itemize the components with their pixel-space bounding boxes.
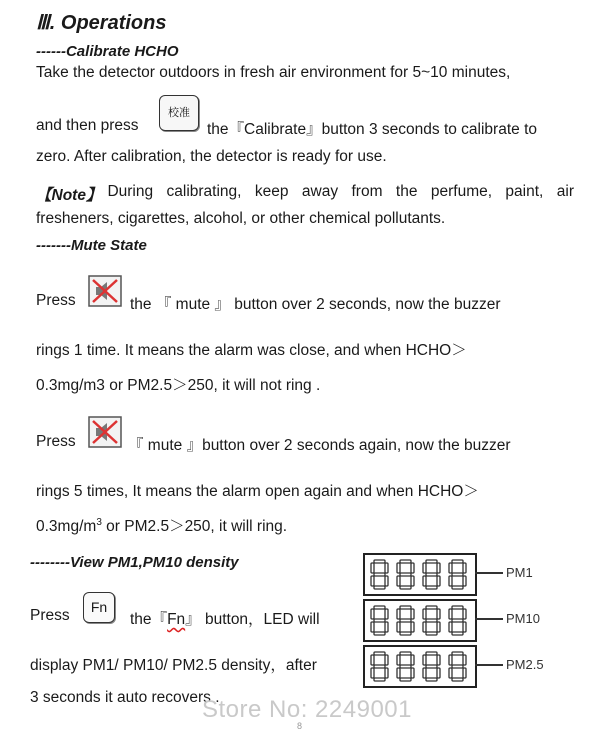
note-line2: fresheners, cigarettes, alcohol, or other chemical pollutants. (36, 210, 446, 227)
pm-line2: display PM1/ PM10/ PM2.5 density，after (30, 657, 317, 674)
page-number: 8 (297, 721, 303, 731)
section-title: Ⅲ. Operations (36, 12, 167, 34)
mute-p2-line3 (36, 514, 287, 536)
led-connector-line (475, 618, 503, 620)
mute-p1-pre: Press (36, 292, 76, 309)
mute-p2-line3-a: 0.3mg/m (36, 518, 97, 535)
mute-p1-post: the 『 mute 』 button over 2 seconds, now the buzzer (130, 296, 501, 313)
mute-icon (88, 275, 122, 307)
calibrate-line2-pre: and then press (36, 117, 139, 134)
led-connector-line (475, 572, 503, 574)
calibrate-key-label: 校准 (168, 106, 190, 119)
calibrate-heading: ------Calibrate HCHO (36, 43, 179, 60)
mute-p1-line2: rings 1 time. It means the alarm was close, and when HCHO＞ (36, 342, 467, 359)
calibrate-line3: zero. After calibration, the detector is ready for use. (36, 148, 387, 165)
pm-press: Press (30, 607, 70, 624)
led-row-label: PM10 (506, 611, 540, 626)
fn-key-label: Fn (90, 599, 108, 615)
pm-line1-a: the『 (130, 611, 168, 628)
led-row (363, 599, 477, 642)
mute-heading: -------Mute State (36, 237, 147, 254)
led-digits (365, 601, 475, 640)
calibrate-line1: Take the detector outdoors in fresh air environment for 5~10 minutes, (36, 64, 511, 81)
led-row-label: PM2.5 (506, 657, 544, 672)
calibrate-key-icon (159, 95, 199, 131)
store-watermark: Store No: 2249001 (202, 696, 412, 723)
pm-line1-b: 』 button，LED will (185, 611, 320, 628)
led-row-label: PM1 (506, 565, 533, 580)
led-connector-line (475, 664, 503, 666)
note-tag: 【Note】 (36, 187, 102, 204)
pm-line1-post (130, 607, 320, 629)
mute-p2-line3-b: or PM2.5＞250, it will ring. (101, 518, 288, 535)
mute-p2-pre: Press (36, 433, 76, 450)
pm-heading: --------View PM1,PM10 density (30, 554, 239, 571)
mute-p2-line3-sup: 3 (96, 516, 102, 528)
note-line1 (36, 183, 574, 205)
mute-p2-line2: rings 5 times, It means the alarm open again and when HCHO＞ (36, 483, 479, 500)
calibrate-line2-post: the『Calibrate』button 3 seconds to calibrate to (207, 121, 537, 138)
fn-key-icon (83, 592, 115, 623)
mute-icon (88, 416, 122, 448)
led-row (363, 553, 477, 596)
led-digits (365, 555, 475, 594)
led-row (363, 645, 477, 688)
pm-line3: 3 seconds it auto recovers . (30, 689, 220, 706)
mute-p1-line3: 0.3mg/m3 or PM2.5＞250, it will not ring . (36, 377, 321, 394)
mute-p2-post: 『 mute 』button over 2 seconds again, now the buzzer (128, 437, 511, 454)
led-digits (365, 647, 475, 686)
note-line1-text: During calibrating, keep away from the perfume, paint, air (107, 183, 574, 200)
pm-line1-fn: Fn (167, 611, 186, 628)
